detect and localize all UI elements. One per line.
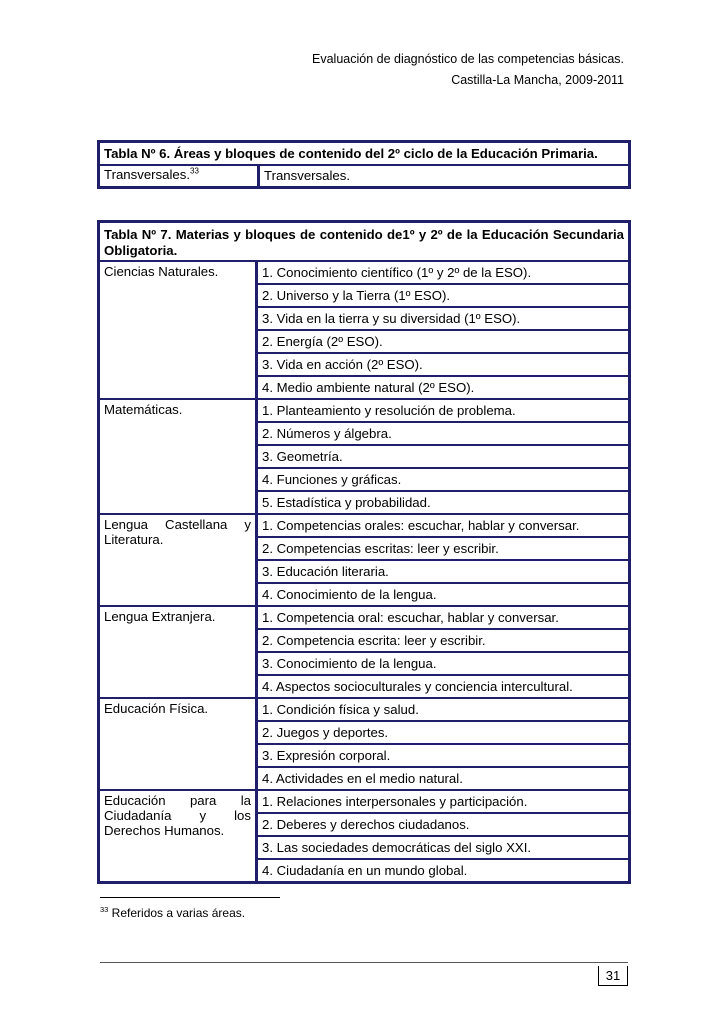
subject-blocks	[255, 515, 628, 605]
table-6-area: Transversales.	[104, 167, 190, 182]
subject-name: Lengua Extranjera.	[104, 609, 216, 624]
subject-name: Educación Física.	[104, 701, 209, 716]
table-7-body	[100, 262, 628, 881]
content-block: 2. Juegos y deportes.	[258, 722, 628, 745]
table-7	[97, 220, 631, 884]
footnote-separator	[100, 897, 280, 898]
subject-blocks	[255, 262, 628, 398]
subject-group	[100, 699, 628, 791]
content-block: 4. Medio ambiente natural (2º ESO).	[262, 380, 475, 395]
header-line-1: Evaluación de diagnóstico de las competencias básicas.	[312, 52, 624, 66]
content-block: 4. Funciones y gráficas.	[258, 469, 628, 492]
subject-blocks	[255, 400, 628, 513]
subject-group	[100, 400, 628, 515]
content-block: 5. Estadística y probabilidad.	[262, 495, 431, 510]
content-block: 4. Conocimiento de la lengua.	[262, 587, 437, 602]
content-block: 1. Competencias orales: escuchar, hablar y conversar.	[258, 515, 628, 538]
table-7-title: Tabla Nº 7. Materias y bloques de contenido de1º y 2º de la Educación Secundaria Obligatoria.	[100, 223, 628, 262]
content-block: 2. Competencias escritas: leer y escribir.	[258, 538, 628, 561]
content-block: 1. Planteamiento y resolución de problema.	[258, 400, 628, 423]
subject-blocks	[255, 791, 628, 881]
content-block: 3. Las sociedades democráticas del siglo XXI.	[258, 837, 628, 860]
footnote-text: Referidos a varias áreas.	[108, 906, 246, 920]
content-block: 1. Conocimiento científico (1º y 2º de la ESO).	[258, 262, 628, 285]
page-header	[312, 49, 624, 91]
subject-group	[100, 607, 628, 699]
table-6-title: Tabla Nº 6. Áreas y bloques de contenido del 2º ciclo de la Educación Primaria.	[100, 143, 628, 166]
content-block: 2. Competencia escrita: leer y escribir.	[258, 630, 628, 653]
content-block: 4. Actividades en el medio natural.	[262, 771, 463, 786]
subject-name: Educación para la Ciudadanía y los Derechos Humanos.	[104, 793, 251, 838]
content-block: 3. Vida en la tierra y su diversidad (1º ESO).	[258, 308, 628, 331]
subject-name: Matemáticas.	[104, 402, 183, 417]
table-row	[100, 166, 628, 186]
footnote	[100, 906, 245, 920]
subject-group	[100, 262, 628, 400]
content-block: 3. Vida en acción (2º ESO).	[258, 354, 628, 377]
content-block: 4. Ciudadanía en un mundo global.	[262, 863, 468, 878]
table-6-block: Transversales.	[257, 166, 628, 186]
content-block: 3. Geometría.	[258, 446, 628, 469]
content-block: 3. Expresión corporal.	[258, 745, 628, 768]
subject-blocks	[255, 699, 628, 789]
table-6-area-cell	[100, 166, 257, 186]
content-block: 2. Deberes y derechos ciudadanos.	[258, 814, 628, 837]
subject-group	[100, 515, 628, 607]
footer-rule	[100, 962, 628, 963]
content-block: 1. Relaciones interpersonales y participación.	[258, 791, 628, 814]
table-6	[97, 140, 631, 189]
footnote-ref: 33	[190, 166, 199, 176]
content-block: 2. Números y álgebra.	[258, 423, 628, 446]
content-block: 2. Energía (2º ESO).	[258, 331, 628, 354]
header-line-2: Castilla-La Mancha, 2009-2011	[451, 73, 624, 87]
footnote-number: 33	[100, 905, 109, 914]
subject-group	[100, 791, 628, 881]
content-block: 2. Universo y la Tierra (1º ESO).	[258, 285, 628, 308]
content-block: 3. Conocimiento de la lengua.	[258, 653, 628, 676]
content-block: 1. Condición física y salud.	[258, 699, 628, 722]
content-block: 4. Aspectos socioculturales y conciencia intercultural.	[262, 679, 573, 694]
content-block: 1. Competencia oral: escuchar, hablar y conversar.	[258, 607, 628, 630]
page-number: 31	[598, 966, 628, 986]
subject-name: Lengua Castellana y Literatura.	[104, 517, 251, 547]
content-block: 3. Educación literaria.	[258, 561, 628, 584]
subject-blocks	[255, 607, 628, 697]
subject-name: Ciencias Naturales.	[104, 264, 219, 279]
